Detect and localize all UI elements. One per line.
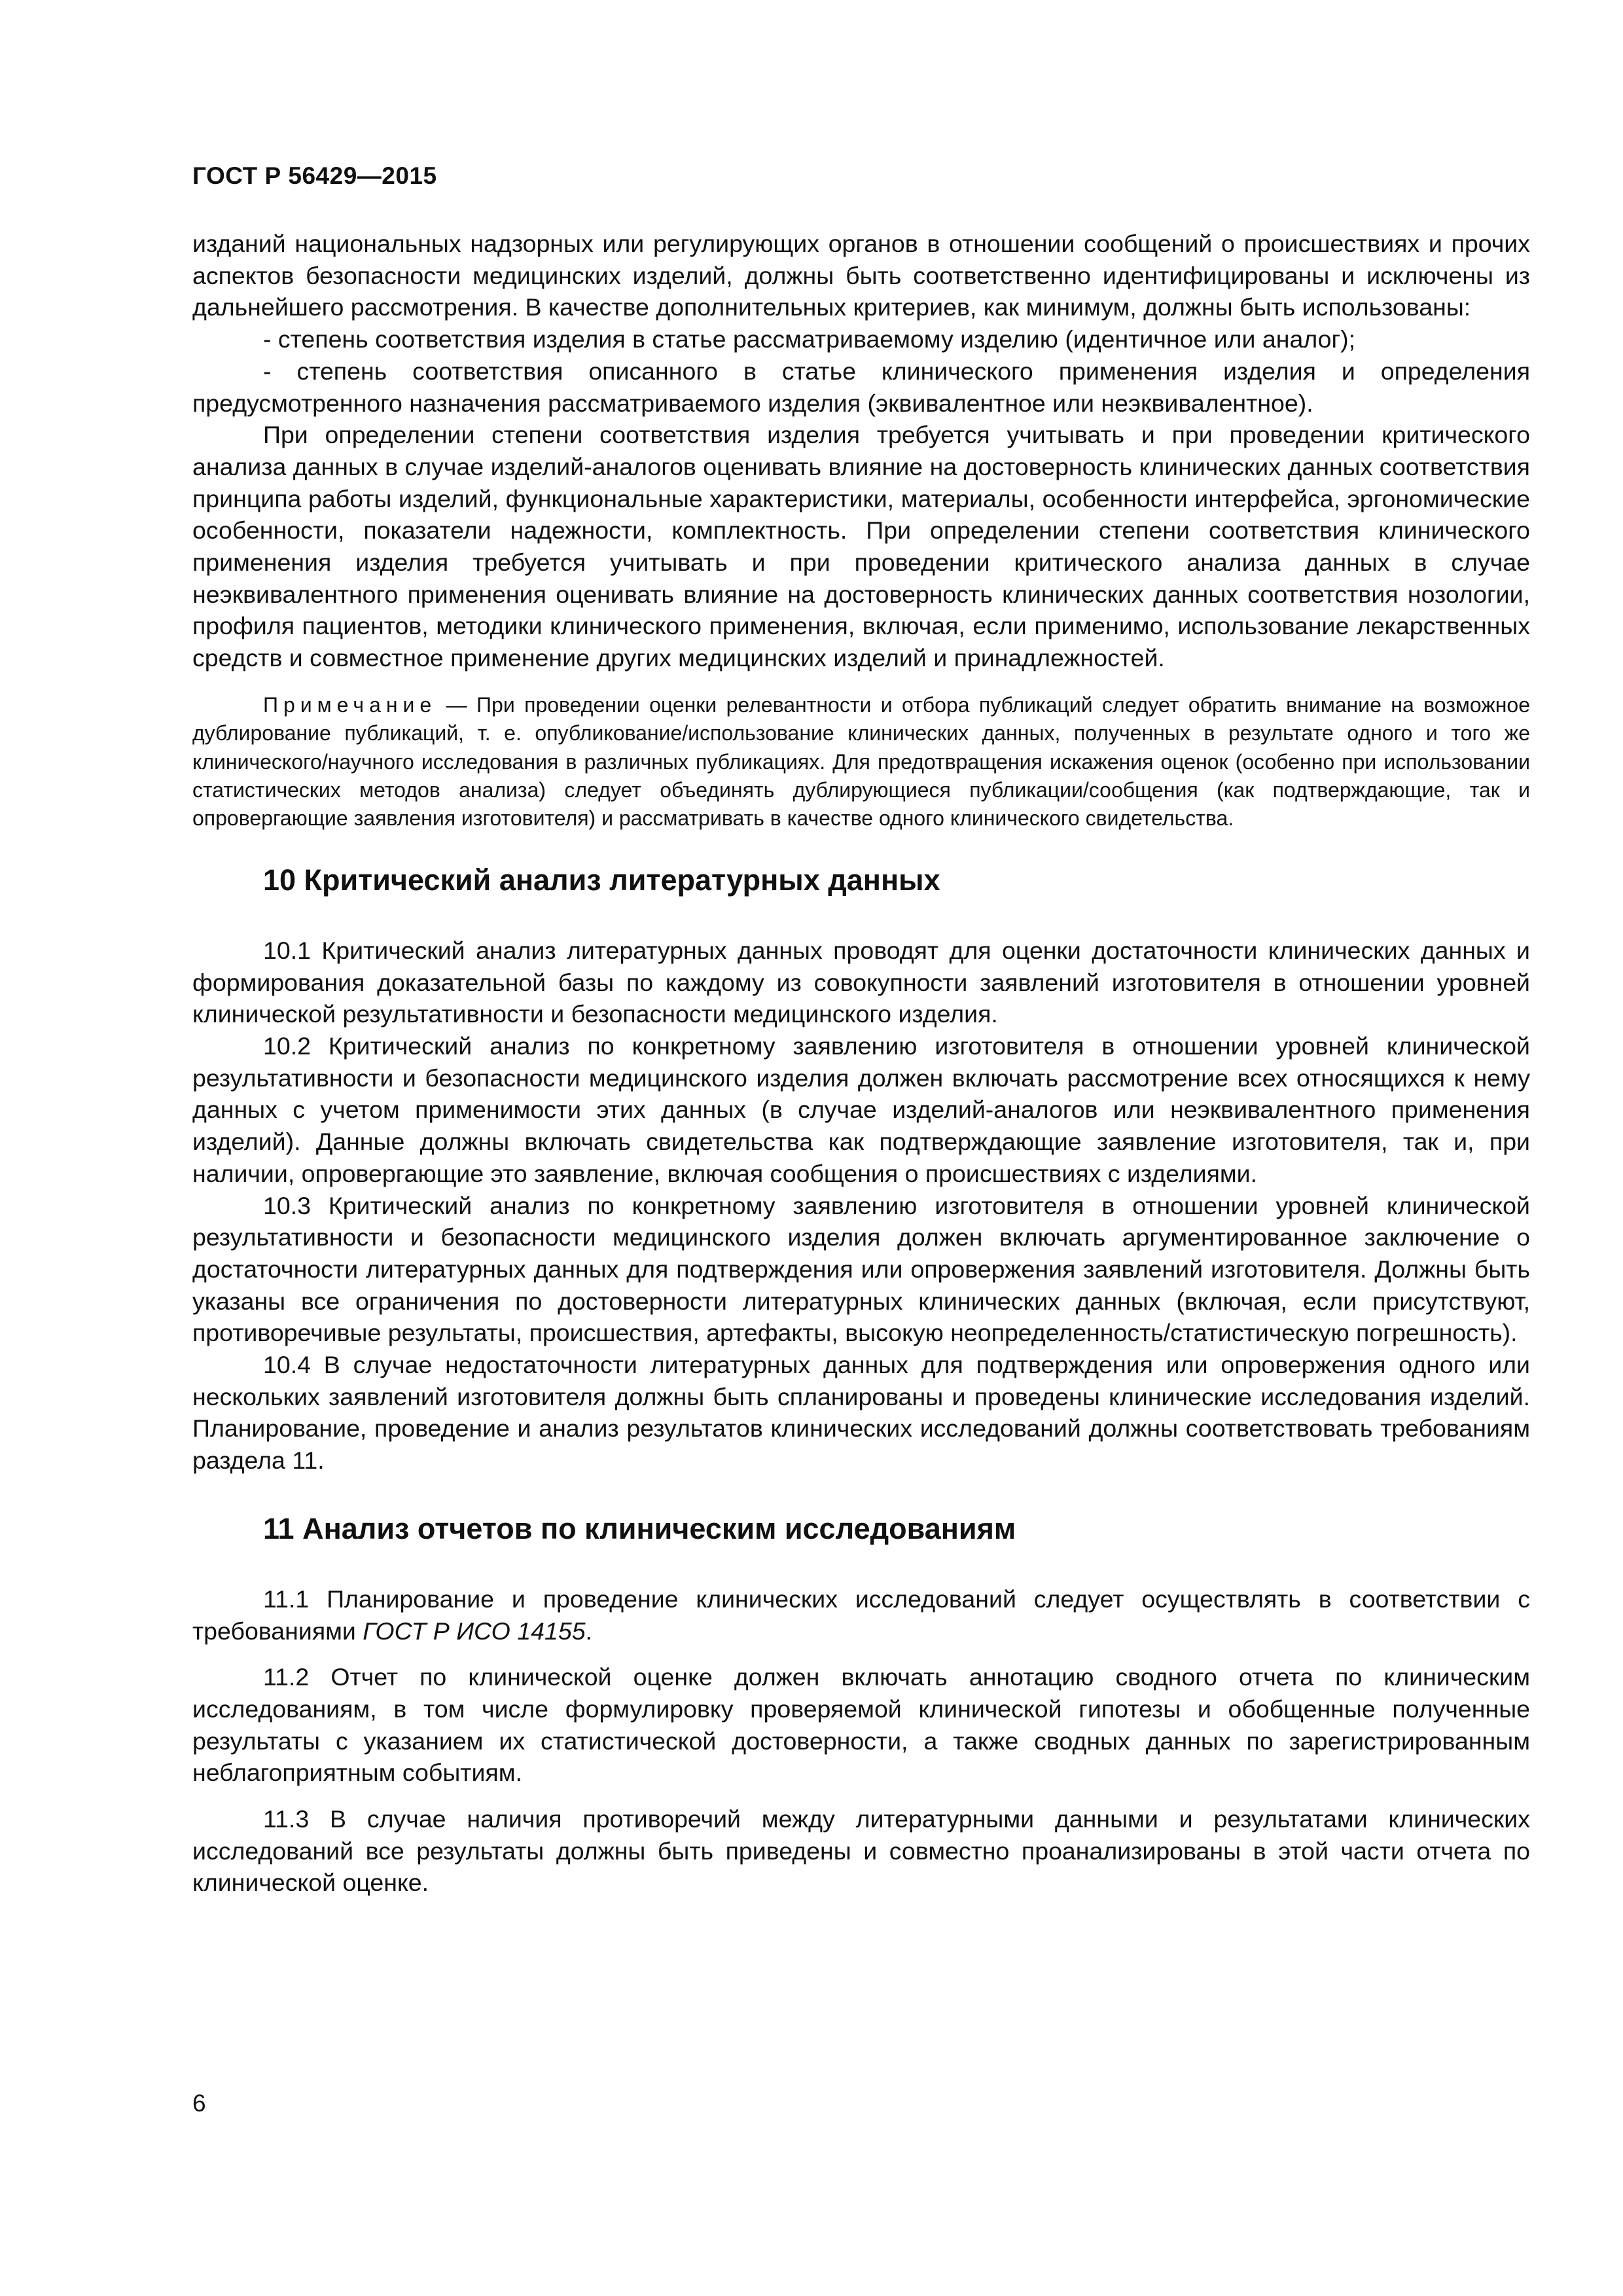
- standard-reference: ГОСТ Р ИСО 14155: [363, 1617, 586, 1645]
- clause-11-1: [192, 1583, 1530, 1647]
- clause-10-2: 10.2 Критический анализ по конкретному заявлению изготовителя в отношении уровней клинической результативности и безопасности медицинского изделия должен включать рассмотрение всех относящихся к нему данных с учетом применимости этих данных (в случае изделий-аналогов или неэквивалентного применения изделий). Данные должны включать свидетельства как подтверждающие заявление изготовителя, так и, при наличии, опровергающие это заявление, включая сообщения о происшествиях с изделиями.: [192, 1031, 1530, 1187]
- document-body: [192, 228, 1530, 1899]
- section-10-title: 10 Критический анализ литературных данных: [263, 863, 940, 897]
- document-header: ГОСТ Р 56429—2015: [192, 162, 437, 189]
- clause-11-1-end: .: [585, 1617, 592, 1645]
- clause-10-1: 10.1 Критический анализ литературных данных проводят для оценки достаточности клинических данных и формирования доказательной базы по каждому из совокупности заявлений изготовителя в отношении уровней клинической результативности и безопасности медицинского изделия.: [192, 936, 1530, 1028]
- intro-paragraph-2: При определении степени соответствия изделия требуется учитывать и при проведении критического анализа данных в случае изделий-аналогов оценивать влияние на достоверность клинических данных соответствия принципа работы изделий, функциональные характеристики, материалы, особенности интерфейса, эргономические особенности, показатели надежности, комплектность. При определении степени соответствия клинического применения изделия требуется учитывать и при проведении критического анализа данных в случае неэквивалентного применения оценивать влияние на достоверность клинических данных соответствия нозологии, профиля пациентов, методики клинического применения, включая, если применимо, использование лекарственных средств и совместное применение других медицинских изделий и принадлежностей.: [192, 421, 1530, 672]
- intro-paragraph-1: изданий национальных надзорных или регулирующих органов в отношении сообщений о происшествиях и прочих аспектов безопасности медицинских изделий, должны быть соответственно идентифицированы и исключены из дальнейшего рассмотрения. В качестве дополнительных критериев, как минимум, должны быть использованы:: [192, 230, 1530, 321]
- clause-11-3: 11.3 В случае наличия противоречий между литературными данными и результатами клинических исследований все результаты должны быть приведены и совместно проанализированы в этой части отчета по клинической оценке.: [192, 1805, 1530, 1897]
- clause-11-2: 11.2 Отчет по клинической оценке должен включать аннотацию сводного отчета по клиническим исследованиям, в том числе формулировку проверяемой клинической гипотезы и обобщенные полученные результаты с указанием их статистической достоверности, а также сводных данных по зарегистрированным неблагоприятным событиям.: [192, 1663, 1530, 1787]
- section-11-title: 11 Анализ отчетов по клиническим исследованиям: [263, 1511, 1016, 1545]
- page-number: 6: [192, 2090, 206, 2117]
- clause-10-3: 10.3 Критический анализ по конкретному заявлению изготовителя в отношении уровней клинической результативности и безопасности медицинского изделия должен включать аргументированное заключение о достаточности литературных данных для подтверждения или опровержения заявлений изготовителя. Должны быть указаны все ограничения по достоверности литературных клинических данных (включая, если присутствуют, противоречивые результаты, происшествия, артефакты, высокую неопределенность/статистическую погрешность).: [192, 1191, 1530, 1347]
- note-label: Примечание: [263, 692, 437, 717]
- clause-10-4: 10.4 В случае недостаточности литературных данных для подтверждения или опровержения одного или нескольких заявлений изготовителя должны быть спланированы и проведены клинические исследования изделий. Планирование, проведение и анализ результатов клинических исследований должны соответствовать требованиям раздела 11.: [192, 1351, 1530, 1475]
- clause-11-1-text: 11.1 Планирование и проведение клинических исследований следует осуществлять в соответствии с требованиями: [192, 1585, 1530, 1645]
- criteria-item-1: - степень соответствия изделия в статье рассматриваемому изделию (идентичное или аналог);: [263, 325, 1356, 353]
- note-text: — При проведении оценки релевантности и отбора публикаций следует обратить внимание на возможное дублирование публикаций, т. е. опубликование/использование клинических данных, полученных в результате одного и того же клинического/научного исследования в различных публикациях. Для предотвращения искажения оценок (особенно при использовании статистических методов анализа) следует объединять дублирующиеся публикации/сообщения (как подтверждающие, так и опровергающие заявления изготовителя) и рассматривать в качестве одного клинического свидетельства.: [192, 692, 1530, 831]
- criteria-item-2: - степень соответствия описанного в статье клинического применения изделия и определения предусмотренного назначения рассматриваемого изделия (эквивалентное или неэквивалентное).: [192, 357, 1530, 417]
- note-paragraph: [192, 691, 1530, 833]
